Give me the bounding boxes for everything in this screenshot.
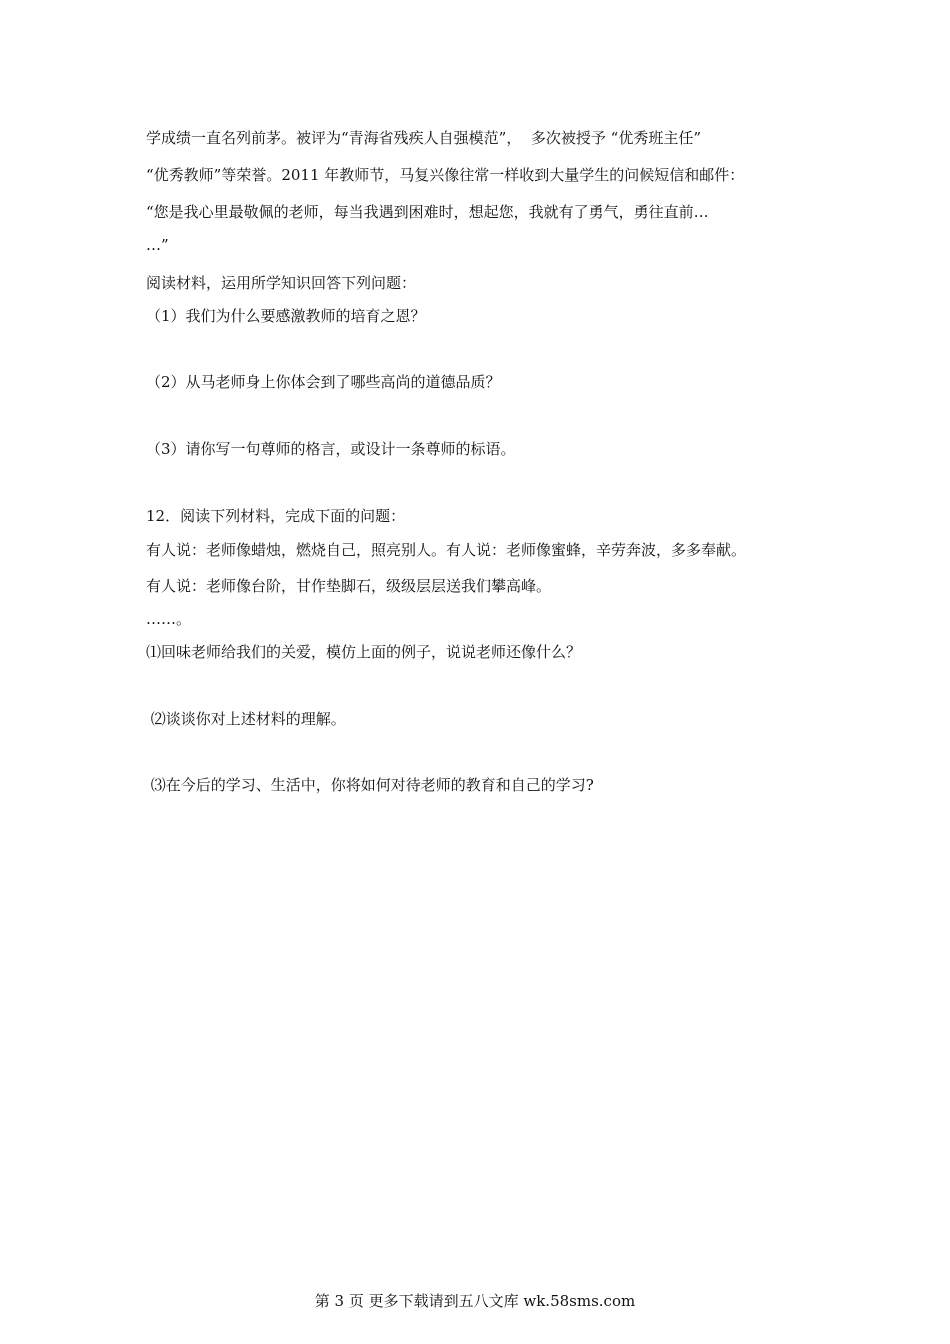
q12-sub1: ⑴回味老师给我们的关爱，模仿上面的例子，说说老师还像什么？ <box>146 643 582 661</box>
q12-sub2: ⑵谈谈你对上述材料的理解。 <box>146 710 346 728</box>
page-footer: 第 3 页 更多下载请到五八文库 wk.58sms.com <box>314 1292 636 1310</box>
q11-sub1: （1）我们为什么要感激教师的培育之恩？ <box>146 307 426 325</box>
q11-instruction: 阅读材料，运用所学知识回答下列问题： <box>146 274 417 292</box>
q11-sub3: （3）请你写一句尊师的格言，或设计一条尊师的标语。 <box>146 440 516 458</box>
q11-sub2: （2）从马老师身上你体会到了哪些高尚的道德品质？ <box>146 373 501 391</box>
q12-material-3: ……。 <box>146 610 192 628</box>
q12-title: 12．阅读下列材料，完成下面的问题： <box>146 507 406 525</box>
q12-sub3: ⑶在今后的学习、生活中，你将如何对待老师的教育和自己的学习? <box>146 776 594 794</box>
intro-line-1: 学成绩一直名列前茅。被评为“青海省残疾人自强模范”， 多次被授予 “优秀班主任” <box>146 129 701 147</box>
intro-line-3: “您是我心里最敬佩的老师，每当我遇到困难时，想起您，我就有了勇气，勇往直前… <box>146 203 709 221</box>
intro-line-4: …” <box>146 236 169 254</box>
q12-material-1: 有人说：老师像蜡烛，燃烧自己，照亮别人。有人说：老师像蜜蜂，辛劳奔波，多多奉献。 <box>146 541 747 559</box>
intro-line-2: “优秀教师”等荣誉。2011 年教师节，马复兴像往常一样收到大量学生的问候短信和邮件： <box>146 166 745 184</box>
q12-material-2: 有人说：老师像台阶，甘作垫脚石，级级层层送我们攀高峰。 <box>146 577 552 595</box>
